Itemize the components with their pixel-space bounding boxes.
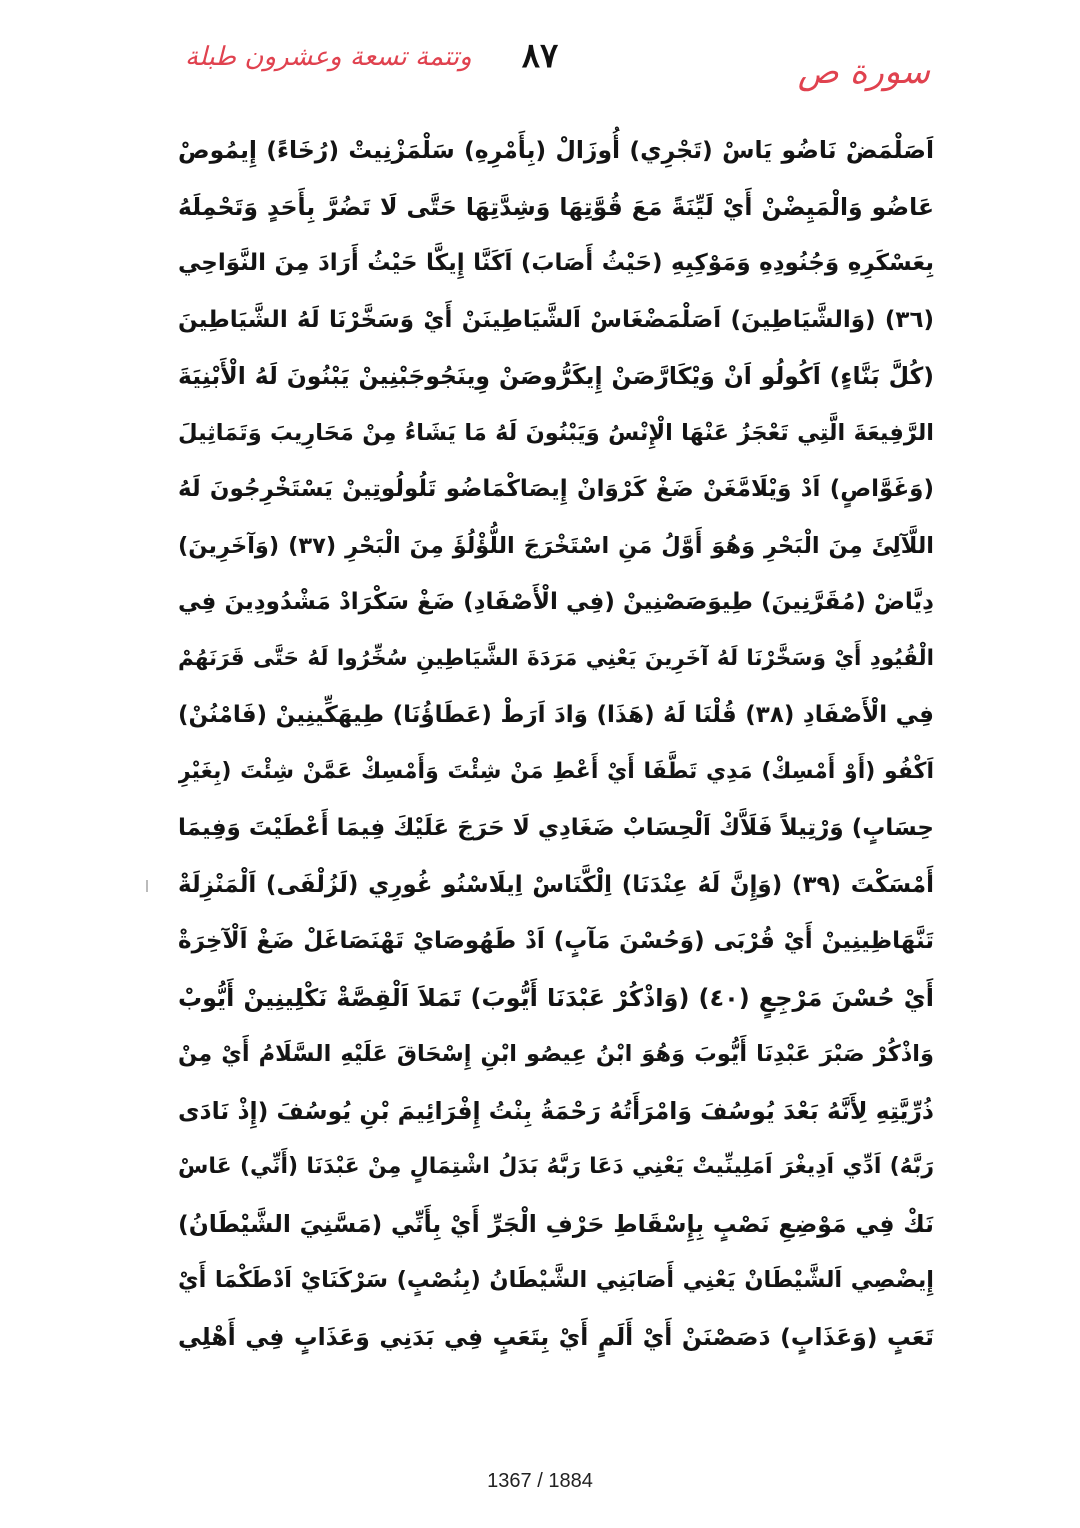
text-line: نَكْ فِي مَوْضِعِ نَصْبٍ بِإِسْقَاطِ حَرْفِ الْجَرِّ أَيْ بِأَنِّي (مَسَّنِيَ الشَّيْطَانُ) — [178, 1209, 934, 1238]
text-line: فِي الْأَصْفَادِ (٣٨) قُلْنَا لَهُ (هَذَا) وَادَ اَرَطْ (عَطَاؤُنَا) طِيهَكِّينِينْ (فَامْنُنْ) — [178, 702, 934, 728]
text-line: رَبَّهُ) اَدِّي اَدِيغْرَ اَمَلِينِّيتْ يَعْنِي دَعَا رَبَّهُ بَدَلُ اشْتِمَالٍ مِنْ عَبْدَنَا (أَنِّي) عَاسْ — [178, 1154, 934, 1179]
text-line: أَمْسَكْتَ (٣٩) (وَإِنَّ لَهُ عِنْدَنَا) اِلْكَّنَاسْ اِيلَاسْنُو غُورِي (لَزُلْفَى) اَلْمَنْزِلَةْ — [178, 871, 934, 898]
text-line: وَاذْكُرْ صَبْرَ عَبْدِنَا أَيُّوبَ وَهُوَ ابْنُ عِيصُو ابْنِ إِسْحَاقَ عَلَيْهِ السَّلَامُ أَيْ مِنْ — [178, 1041, 934, 1067]
handwritten-note-left: وتتمة تسعة وعشرون طبلة — [185, 42, 472, 72]
pdf-page-indicator: 1367 / 1884 — [487, 1470, 593, 1492]
text-line: حِسَابٍ) وَرْتِيلاً فَلَاَّكْ اَلْحِسَابْ ضَغَادِي لَا حَرَجَ عَلَيْكَ فِيمَا أَعْطَيْتَ وَفِيمَا — [178, 815, 934, 841]
text-line: اللَّآلِئَ مِنَ الْبَحْرِ وَهُوَ أَوَّلُ مَنِ اسْتَخْرَجَ اللُّؤْلُؤَ مِنَ الْبَحْرِ (٣٧) (وَآخَرِينَ) — [178, 532, 934, 559]
text-line: ذُرِّيَّتِهِ لِأَنَّهُ بَعْدَ يُوسُفَ وَامْرَأَتُهُ رَحْمَةُ بِنْتُ إِفْرَائِيمَ بْنِ يُوسُفَ (إِذْ نَادَى — [178, 1096, 934, 1125]
text-line: الرَّفِيعَةَ الَّتِي تَعْجَزُ عَنْهَا الْإِنْسُ وَيَبْنُونَ لَهُ مَا يَشَاءُ مِنْ مَحَارِيبَ وَتَمَاثِيلَ — [178, 419, 934, 446]
text-line: تَعَبٍ (وَعَذَابٍ) دَصَصْنَنْ أَيْ أَلَمٍ أَيْ بِتَعَبٍ فِي بَدَنِي وَعَذَابٍ فِي أَهْلِي — [178, 1322, 934, 1351]
text-line: دِيَّاضْ (مُقَرَّنِينَ) طِيوَصَصْنِينْ (فِي الْأَصْفَادِ) ضَغْ سَكْرَادْ مَشْدُودِينَ فِي — [178, 589, 934, 615]
text-line: تَنَّهَاظِينِينْ أَيْ قُرْبَى (وَحُسْنَ مَآبٍ) اَدْ طَهُوصَايْ تَهْنَصَاغَلْ ضَغْ اَلْآخِرَةْ — [178, 928, 934, 954]
body-text — [178, 122, 934, 1365]
text-line: (٣٦) (وَالشَّيَاطِينَ) اَصَلْمَضْغَاسْ اَلشَّيَاطِينَنْ أَيْ وَسَخَّرْنَا لَهُ الشَّيَاطِينَ — [178, 306, 934, 333]
text-line: (كُلَّ بَنَّاءٍ) اَكُولُو اَنْ وَيْكَارَّصَنْ إِيكَرُّوصَنْ وِينَجُوجَبْنِينْ يَبْنُونَ لَهُ الْأَبْنِيَةَ — [178, 362, 934, 390]
text-line: إِيضْصِي اَلشَّيْطَانْ يَعْنِي أَصَابَنِي الشَّيْطَانُ (بِنُصْبٍ) سَرْكَنَايْ اَدْطَكْمَا أَيْ — [178, 1267, 934, 1293]
page-number: ٨٧ — [521, 36, 559, 76]
text-line: عَاضُو وَالْمَيِضْنْ أَيْ لَيِّنَةً مَعَ قُوَّتِهَا وَشِدَّتِهَا حَتَّى لَا تَضُرَّ بِأَحَدٍ وَتَحْمِلَهُ — [178, 192, 934, 221]
text-line: (وَغَوَّاصٍ) اَدْ وَيْلَامَّغَنْ ضَغْ كَرْوَانْ إِيصَاكْمَاضُو تَلُولُوتِينْ يَسْتَخْرِجُونَ لَهُ — [178, 476, 934, 502]
scan-mark — [146, 880, 148, 892]
text-line: الْقُيُودِ أَيْ وَسَخَّرْنَا لَهُ آخَرِينَ يَعْنِي مَرَدَةَ الشَّيَاطِينِ سُخِّرُوا لَهُ حَتَّى قَرَنَهُمْ — [178, 645, 934, 671]
text-line: بِعَسْكَرِهِ وَجُنُودِهِ وَمَوْكِبِهِ (حَيْثُ أَصَابَ) اَكَنَّا إِيكَّا حَيْثُ أَرَادَ مِنَ النَّوَاحِي — [178, 250, 934, 276]
handwritten-note-right: سورة ص — [797, 52, 930, 92]
text-line: اَصَلْمَضْ نَاضُو يَاسْ (تَجْرِي) أُوزَالْ (بِأَمْرِهِ) سَلْمَزْنِيتْ (رُخَاءً) إِيمُوصْ — [178, 136, 934, 164]
text-line: اَكْفُو (أَوْ أَمْسِكْ) مَدِي تَطَّفَا أَيْ أَعْطِ مَنْ شِئْتَ وَأَمْسِكْ عَمَّنْ شِئْتَ (بِغَيْرِ — [178, 758, 934, 784]
text-line: أَيْ حُسْنَ مَرْجِعٍ (٤٠) (وَاذْكُرْ عَبْدَنَا أَيُّوبَ) تَمَلاَ اَلْقِصَّةْ نَكْلِينِينْ أَيُّوبْ — [178, 983, 934, 1012]
